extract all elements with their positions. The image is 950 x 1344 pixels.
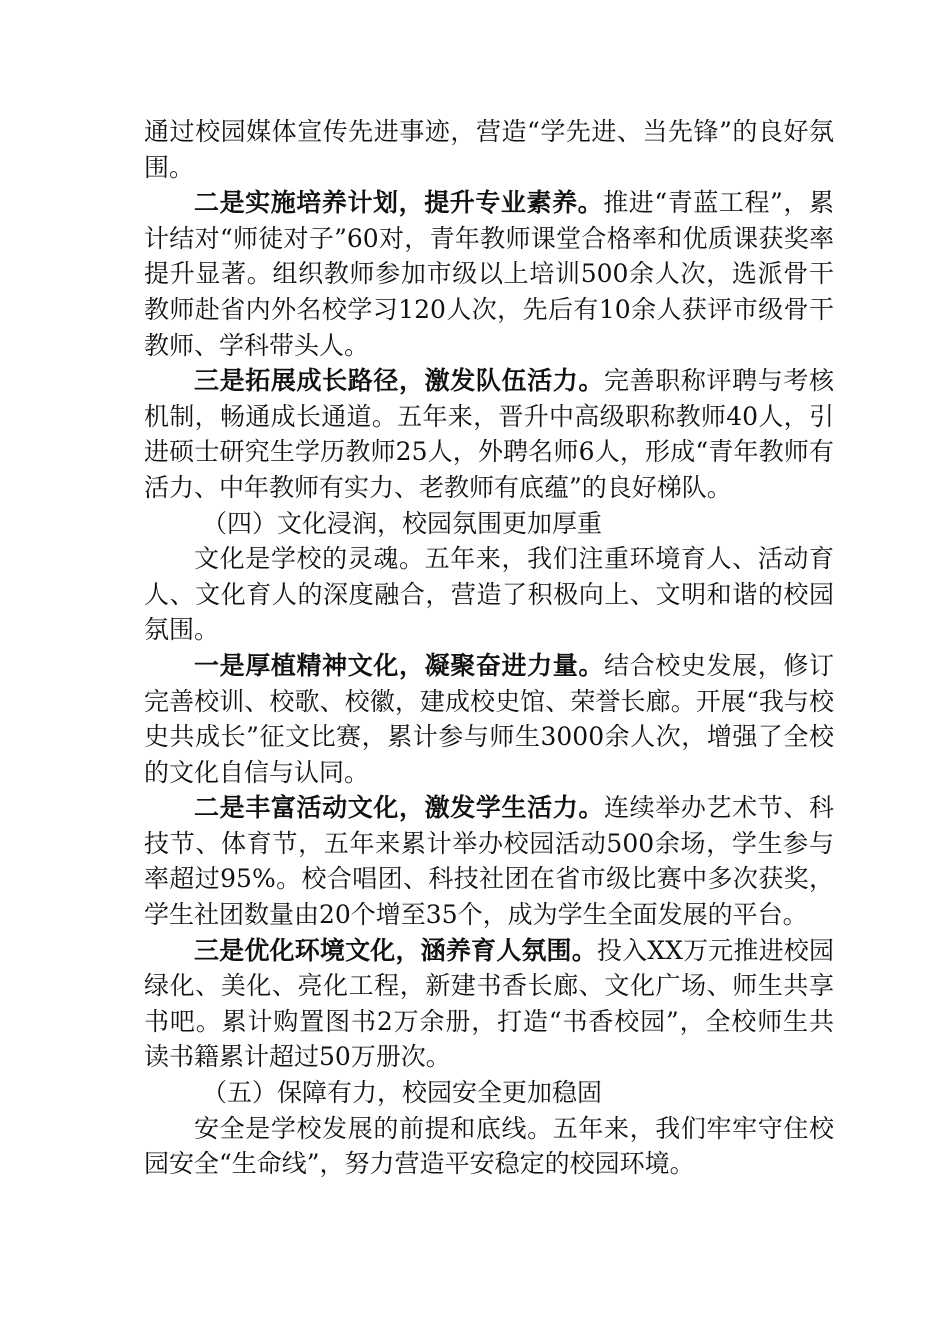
paragraph-text: 完善职称评聘与考核机制，畅通成长通道。五年来，晋升中高级职称教师40人，引进硕士研究生学历教师25人，外聘名师6人，形成“青年教师有活力、中年教师有实力、老教师有底蕴”的良好梯队。 [144, 366, 834, 502]
paragraph-text: 推进“青蓝工程”，累计结对“师徒对子”60对，青年教师课堂合格率和优质课获奖率提升显著。组织教师参加市级以上培训500余人次，选派骨干教师赴省内外名校学习120人次，先后有10余人获评市级骨干教师、学科带头人。 [144, 188, 834, 360]
document-page [144, 114, 834, 1182]
paragraph-text: 投入XX万元推进校园绿化、美化、亮化工程，新建书香长廊、文化广场、师生共享书吧。累计购置图书2万余册，打造“书香校园”，全校师生共读书籍累计超过50万册次。 [144, 935, 834, 1072]
paragraph-training-plan [144, 185, 834, 363]
bold-lead: 一是厚植精神文化，凝聚奋进力量。 [194, 650, 604, 680]
bold-lead: 三是优化环境文化，涵养育人氛围。 [194, 935, 597, 965]
paragraph-safety-intro: 安全是学校发展的前提和底线。五年来，我们牢牢守住校园安全“生命线”，努力营造平安稳定的校园环境。 [144, 1113, 834, 1179]
paragraph-growth-path [144, 363, 834, 505]
bold-lead: 二是实施培养计划，提升专业素养。 [194, 188, 604, 218]
paragraph-spirit-culture [144, 648, 834, 790]
paragraph-continuation: 通过校园媒体宣传先进事迹，营造“学先进、当先锋”的良好氛围。 [144, 117, 834, 182]
paragraph-environment-culture [144, 933, 834, 1075]
paragraph-culture-intro: 文化是学校的灵魂。五年来，我们注重环境育人、活动育人、文化育人的深度融合，营造了积极向上、文明和谐的校园氛围。 [144, 544, 834, 645]
bold-lead: 三是拓展成长路径，激发队伍活力。 [194, 366, 604, 396]
section-heading-culture: （四）文化浸润，校园氛围更加厚重 [202, 508, 603, 538]
paragraph-text: 连续举办艺术节、科技节、体育节，五年来累计举办校园活动500余场，学生参与率超过95%。校合唱团、科技社团在省市级比赛中多次获奖，学生社团数量由20个增至35个，成为学生全面发展的平台。 [144, 793, 834, 930]
section-heading-safety: （五）保障有力，校园安全更加稳固 [202, 1078, 603, 1108]
paragraph-activity-culture [144, 790, 834, 932]
paragraph-text: 结合校史发展，修订完善校训、校歌、校徽，建成校史馆、荣誉长廊。开展“我与校史共成长”征文比赛，累计参与师生3000余人次，增强了全校的文化自信与认同。 [144, 650, 834, 787]
bold-lead: 二是丰富活动文化，激发学生活力。 [194, 793, 604, 823]
